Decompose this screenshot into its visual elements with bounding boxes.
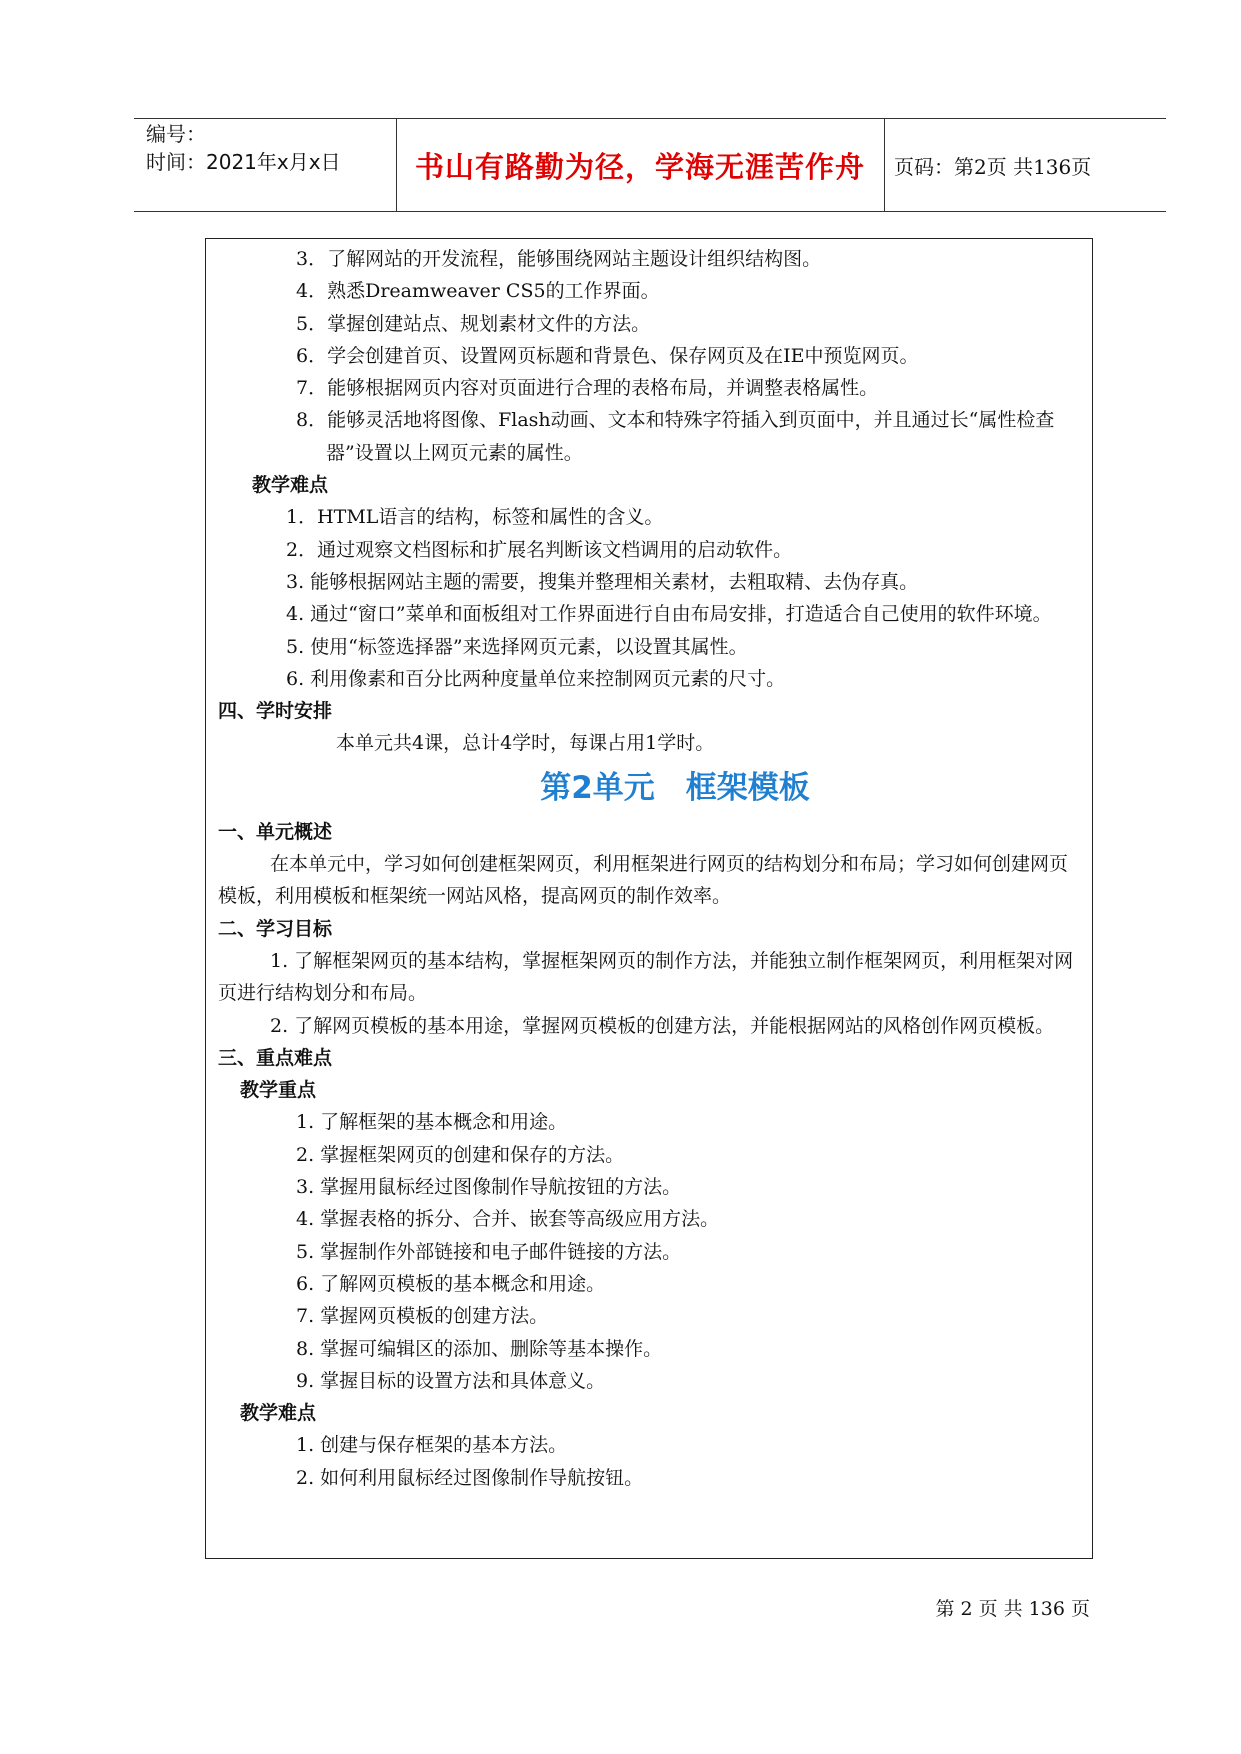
paragraph: 9. 掌握目标的设置方法和具体意义。	[296, 1369, 606, 1392]
paragraph: 3. 掌握用鼠标经过图像制作导航按钮的方法。	[296, 1176, 682, 1199]
content-frame	[205, 238, 1093, 1559]
section-heading: 三、重点难点	[218, 1046, 333, 1069]
subsection-heading: 教学重点	[240, 1079, 317, 1102]
paragraph: 1. 了解框架的基本概念和用途。	[296, 1111, 568, 1134]
paragraph: 3. 能够根据网站主题的需要，搜集并整理相关素材，去粗取精、去伪存真。	[286, 570, 919, 593]
paragraph: 3．了解网站的开发流程，能够围绕网站主题设计组织结构图。	[296, 248, 822, 270]
paragraph: 本单元共4课，总计4学时，每课占用1学时。	[336, 732, 715, 755]
page-footer: 第 2 页 共 136 页	[935, 1598, 1090, 1620]
section-heading: 一、单元概述	[218, 820, 333, 843]
paragraph: 1. 了解框架网页的基本结构，掌握框架网页的制作方法，并能独立制作框架网页，利用框架对网页进行结构划分和布局。	[218, 949, 1074, 1005]
page-header	[134, 118, 1166, 212]
paragraph: 1. 创建与保存框架的基本方法。	[296, 1434, 568, 1457]
paragraph: 1．HTML语言的结构，标签和属性的含义。	[286, 506, 664, 529]
header-motto: 书山有路勤为径，学海无涯苦作舟	[414, 149, 865, 184]
header-page-info: 页码：第2页 共136页	[894, 154, 1092, 179]
paragraph: 2. 掌握框架网页的创建和保存的方法。	[296, 1143, 625, 1166]
paragraph: 4. 掌握表格的拆分、合并、嵌套等高级应用方法。	[296, 1208, 720, 1231]
subsection-heading: 教学难点	[252, 474, 329, 497]
paragraph: 8. 掌握可编辑区的添加、删除等基本操作。	[296, 1337, 663, 1360]
paragraph: 4. 通过“窗口”菜单和面板组对工作界面进行自由布局安排，打造适合自己使用的软件环境。	[286, 603, 1052, 626]
paragraph: 8．能够灵活地将图像、Flash动画、文本和特殊字符插入到页面中，并且通过长“属性检查器”设置以上网页元素的属性。	[296, 409, 1055, 464]
paragraph: 5. 掌握制作外部链接和电子邮件链接的方法。	[296, 1240, 682, 1263]
paragraph: 在本单元中，学习如何创建框架网页，利用框架进行网页的结构划分和布局；学习如何创建网页模板，利用模板和框架统一网站风格，提高网页的制作效率。	[218, 853, 1069, 908]
document-body	[218, 243, 1082, 1494]
paragraph: 7. 掌握网页模板的创建方法。	[296, 1305, 549, 1328]
paragraph: 4．熟悉Dreamweaver CS5的工作界面。	[296, 280, 660, 303]
unit-title: 第2单元 框架模板	[540, 769, 810, 806]
subsection-heading: 教学难点	[240, 1402, 317, 1425]
paragraph: 2．通过观察文档图标和扩展名判断该文档调用的启动软件。	[286, 538, 793, 561]
paragraph: 6. 利用像素和百分比两种度量单位来控制网页元素的尺寸。	[286, 667, 786, 690]
header-divider	[884, 118, 885, 212]
header-meta	[146, 120, 394, 176]
section-heading: 四、学时安排	[218, 700, 333, 723]
paragraph: 5．掌握创建站点、规划素材文件的方法。	[296, 312, 651, 335]
document-time: 时间：2021年x月x日	[146, 150, 341, 174]
paragraph: 6. 了解网页模板的基本概念和用途。	[296, 1272, 606, 1295]
paragraph: 6．学会创建首页、设置网页标题和背景色、保存网页及在IE中预览网页。	[296, 344, 919, 367]
paragraph: 7．能够根据网页内容对页面进行合理的表格布局，并调整表格属性。	[296, 377, 879, 400]
paragraph: 5. 使用“标签选择器”来选择网页元素，以设置其属性。	[286, 635, 748, 658]
document-id-label: 编号：	[146, 122, 206, 146]
paragraph: 2. 了解网页模板的基本用途，掌握网页模板的创建方法，并能根据网站的风格创作网页模板。	[270, 1014, 1055, 1037]
section-heading: 二、学习目标	[218, 917, 333, 940]
paragraph: 2. 如何利用鼠标经过图像制作导航按钮。	[296, 1466, 644, 1489]
